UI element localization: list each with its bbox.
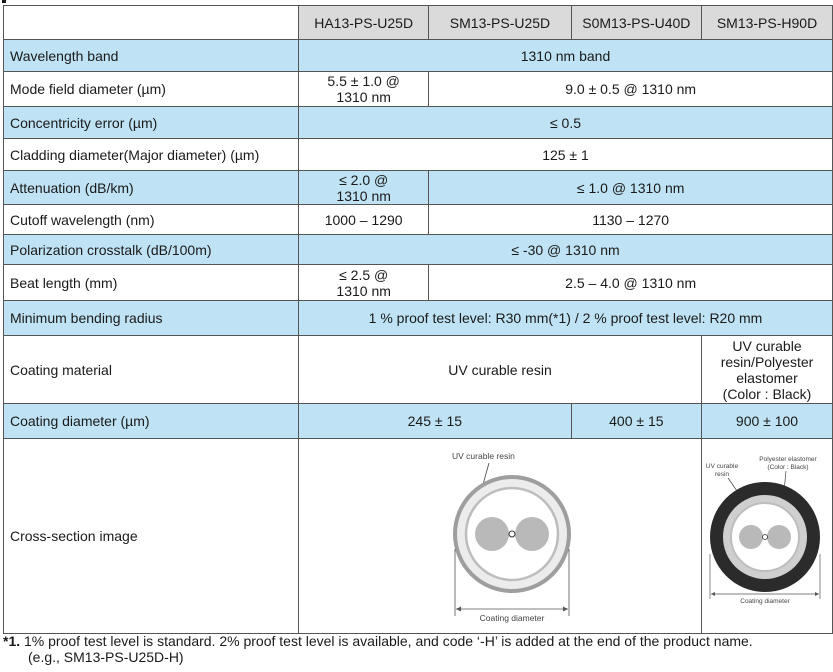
line: ≤ 2.5 @: [339, 266, 389, 283]
row-mode-field: [4, 72, 833, 107]
line: 1310 nm: [336, 89, 391, 105]
coating-diameter-label: Coating diameter: [740, 598, 790, 605]
row-label: Cutoff wavelength (nm): [4, 205, 299, 235]
col-header-sm13-h90d: SM13-PS-H90D: [702, 6, 833, 40]
row-coating-material: [4, 336, 833, 404]
resin-callout-label: UV curable resin: [452, 451, 515, 461]
row-value-others: 9.0 ± 0.5 @ 1310 nm: [429, 72, 833, 107]
row-value: 1310 nm band: [299, 40, 833, 72]
row-label: Coating material: [4, 336, 299, 404]
row-attenuation: [4, 171, 833, 205]
resin-callout-label-line2: resin: [714, 471, 730, 478]
line: 5.5 ± 1.0 @: [327, 73, 400, 89]
row-coating-diameter: [4, 404, 833, 439]
line: UV curable: [732, 337, 802, 354]
row-value: 1 % proof test level: R30 mm(*1) / 2 % proof test level: R20 mm: [299, 301, 833, 336]
line: 1310 nm: [336, 282, 391, 299]
row-crosstalk: [4, 235, 833, 265]
row-value-others: 1130 – 1270: [429, 205, 833, 235]
line: ≤ 2.0 @: [339, 171, 389, 188]
header-corner: [4, 6, 299, 40]
row-label: Polarization crosstalk (dB/100m): [4, 235, 299, 265]
line: (Color : Black): [722, 385, 812, 402]
row-label: Wavelength band: [4, 40, 299, 72]
row-label: Cladding diameter(Major diameter) (µm): [4, 139, 299, 171]
fiber-core: [509, 531, 515, 537]
resin-callout-label-line1: UV curable: [705, 463, 739, 470]
row-beat-length: [4, 265, 833, 301]
row-concentricity: [4, 107, 833, 139]
row-cladding: [4, 139, 833, 171]
fiber-core: [763, 535, 768, 540]
row-label: Concentricity error (µm): [4, 107, 299, 139]
row-value-first-two: 245 ± 15: [299, 404, 572, 439]
footnote-text: 1% proof test level is standard. 2% proof test level is available, and code ‘-H’ is added at the end of the product name.: [20, 633, 753, 649]
row-value-ha: [299, 265, 429, 301]
row-value-others: ≤ 1.0 @ 1310 nm: [429, 171, 833, 205]
row-bending-radius: [4, 301, 833, 336]
top-edge-mark: [2, 0, 6, 3]
row-label: Coating diameter (µm): [4, 404, 299, 439]
cross-section-figure-1-cell: [299, 439, 702, 634]
row-label: Mode field diameter (µm): [4, 72, 299, 107]
line: 1310 nm: [336, 187, 391, 204]
row-label: Attenuation (dB/km): [4, 171, 299, 205]
col-header-ha13-u25d: HA13-PS-U25D: [299, 6, 429, 40]
row-label: Beat length (mm): [4, 265, 299, 301]
spec-table: [3, 5, 833, 634]
row-value-ha: 1000 – 1290: [299, 205, 429, 235]
coating-diameter-label: Coating diameter: [479, 613, 545, 623]
row-wavelength-band: [4, 40, 833, 72]
row-label: Cross-section image: [4, 439, 299, 634]
col-header-s0m13-u40d: S0M13-PS-U40D: [571, 6, 701, 40]
elastomer-callout-label-line2: (Color : Black): [767, 464, 809, 471]
line: resin/Polyester: [720, 353, 814, 370]
cross-section-figure-1: [299, 439, 701, 630]
row-value-h90d: [702, 336, 833, 404]
stress-rod-left: [475, 517, 509, 551]
cross-section-figure-2-cell: [702, 439, 833, 634]
row-value-ha: [299, 72, 429, 107]
row-value: ≤ 0.5: [299, 107, 833, 139]
stress-rod-right: [767, 525, 791, 549]
footnote-line-2: (e.g., SM13-PS-U25D-H): [28, 649, 184, 665]
row-label: Minimum bending radius: [4, 301, 299, 336]
col-header-sm13-u25d: SM13-PS-U25D: [429, 6, 571, 40]
footnote-line-1: [3, 633, 831, 649]
row-value-u40d: 400 ± 15: [571, 404, 701, 439]
row-cross-section: [4, 439, 833, 634]
row-cutoff: [4, 205, 833, 235]
footnote: [3, 633, 831, 665]
row-value-ha: [299, 171, 429, 205]
elastomer-callout-label-line1: Polyester elastomer: [759, 456, 817, 463]
stress-rod-right: [515, 517, 549, 551]
stress-rod-left: [739, 525, 763, 549]
row-value: 125 ± 1: [299, 139, 833, 171]
footnote-marker: *1.: [3, 633, 21, 649]
row-value-others: 2.5 – 4.0 @ 1310 nm: [429, 265, 833, 301]
cross-section-figure-2: [702, 439, 832, 630]
header-row: [4, 6, 833, 40]
row-value-first-three: UV curable resin: [299, 336, 702, 404]
row-value: ≤ -30 @ 1310 nm: [299, 235, 833, 265]
row-value-h90d: 900 ± 100: [702, 404, 833, 439]
line: elastomer: [736, 369, 798, 386]
